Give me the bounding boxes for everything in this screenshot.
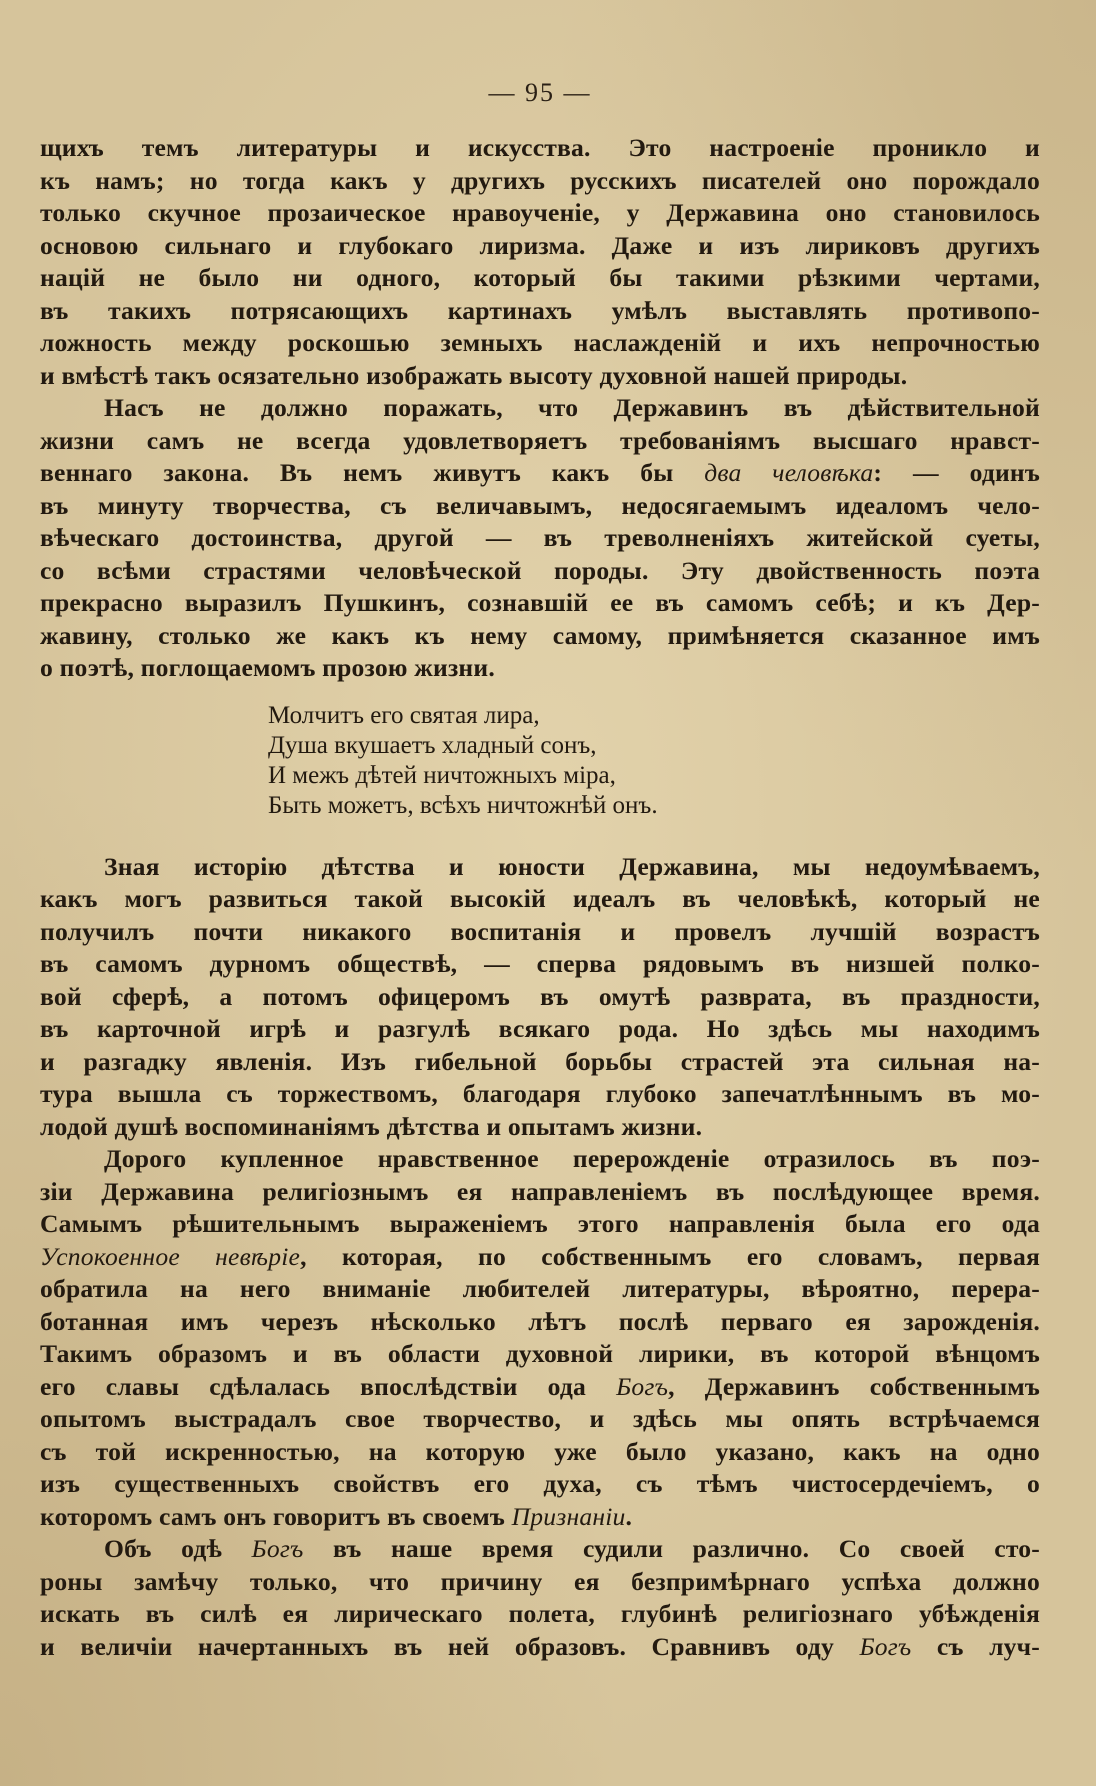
text-line: и вмѣстѣ такъ осязательно изображать высоту духовной нашей природы. — [40, 360, 908, 390]
text-line: только скучное прозаическое нравоученіе, у Державина оно становилось — [40, 198, 1040, 227]
verse-line: Молчитъ его святая лира, — [268, 701, 540, 729]
verse-line: Быть можетъ, всѣхъ ничтожнѣй онъ. — [268, 791, 658, 819]
text-line: въ минуту творчества, съ величавымъ, недосягаемымъ идеаломъ чело- — [40, 490, 1040, 520]
italic-ode-title: Богъ — [251, 1534, 304, 1563]
text-line: съ той искренностью, на которую уже было указано, какъ на одно — [40, 1436, 1040, 1466]
text-segment: веннаго закона. Въ немъ живутъ какъ бы — [40, 458, 674, 487]
text-line: ботанная имъ черезъ нѣсколько лѣтъ послѣ перваго ея зарожденія. — [40, 1306, 1040, 1336]
text-line: о поэтѣ, поглощаемомъ прозою жизни. — [40, 653, 495, 682]
verse-line: И межъ дѣтей ничтожныхъ міра, — [268, 761, 616, 789]
verse-quote — [268, 701, 1040, 821]
text-line: получилъ почти никакого воспитанія и провелъ лучшій возрастъ — [40, 916, 1040, 946]
text-line: вѣческаго достоинства, другой — въ треволненіяхъ житейской суеты, — [40, 523, 1040, 552]
paragraph-1 — [40, 132, 1040, 392]
text-segment: , Державинъ собственнымъ — [668, 1371, 1040, 1401]
text-line: какъ могъ развиться такой высокій идеалъ въ человѣкѣ, который не — [40, 884, 1040, 913]
text-line: со всѣми страстями человѣческой породы. Эту двойственность поэта — [40, 555, 1040, 585]
text-line: обратила на него вниманіе любителей литературы, вѣроятно, перера- — [40, 1274, 1040, 1303]
text-segment: , которая, по собственнымъ его словамъ, первая — [300, 1241, 1040, 1271]
italic-title: Признаніи — [511, 1501, 626, 1531]
text-line: вой сферѣ, а потомъ офицеромъ въ омутѣ разврата, въ праздности, — [40, 981, 1040, 1011]
text-line: въ такихъ потрясающихъ картинахъ умѣлъ выставлять противопо- — [40, 295, 1040, 325]
text-line-with-italic — [40, 1241, 1040, 1274]
text-line: Дорого купленное нравственное перерожденіе отразилось въ поэ- — [104, 1144, 1040, 1173]
text-line: Зная исторію дѣтства и юности Державина, мы недоумѣваемъ, — [104, 851, 1040, 881]
text-line-with-italic — [40, 1501, 1040, 1534]
text-segment: : — одинъ — [873, 458, 1040, 487]
text-line: въ карточной игрѣ и разгулѣ всякаго рода. Но здѣсь мы находимъ — [40, 1014, 1040, 1043]
italic-ode-title: Успокоенное невѣріе — [40, 1241, 301, 1271]
italic-ode-title: Богъ — [859, 1631, 912, 1661]
text-line: изъ существенныхъ свойствъ его духа, съ тѣмъ чистосердечіемъ, о — [40, 1469, 1040, 1498]
text-segment: . — [625, 1501, 633, 1531]
text-line: опытомъ выстрадалъ свое творчество, и здѣсь мы опять встрѣчаемся — [40, 1404, 1040, 1433]
paragraph-5 — [40, 1533, 1040, 1663]
page-number: — 95 — — [488, 78, 592, 107]
text-line: къ намъ; но тогда какъ у другихъ русскихъ писателей оно порождало — [40, 165, 1040, 195]
text-segment: его славы сдѣлалась впослѣдствіи ода — [40, 1371, 587, 1401]
text-line-with-italic — [40, 1371, 1040, 1404]
text-segment: и величіи начертанныхъ въ ней образовъ. Сравнивъ оду — [40, 1631, 834, 1661]
italic-ode-title: Богъ — [616, 1371, 669, 1401]
text-line: зіи Державина религіознымъ ея направленіемъ въ послѣдующее время. — [40, 1176, 1040, 1206]
text-line: въ самомъ дурномъ обществѣ, — сперва рядовымъ въ низшей полко- — [40, 949, 1040, 978]
text-line: искать въ силѣ ея лирическаго полета, глубинѣ религіознаго убѣжденія — [40, 1599, 1040, 1628]
italic-phrase: два человѣка — [704, 458, 874, 487]
text-line: роны замѣчу только, что причину ея безпримѣрнаго успѣха должно — [40, 1566, 1040, 1596]
verse-line: Душа вкушаетъ хладный сонъ, — [268, 731, 597, 759]
paragraph-2 — [40, 392, 1040, 685]
paragraph-4 — [40, 1143, 1040, 1533]
paragraph-3 — [40, 851, 1040, 1144]
text-line: лодой душѣ воспоминаніямъ дѣтства и опытамъ жизни. — [40, 1111, 703, 1141]
text-line-with-italic — [40, 1533, 1040, 1566]
text-line: Такимъ образомъ и въ области духовной лирики, въ которой вѣнцомъ — [40, 1339, 1040, 1368]
text-line: щихъ темъ литературы и искусства. Это настроеніе проникло и — [40, 133, 1040, 162]
text-line: Насъ не должно поражать, что Державинъ въ дѣйствительной — [104, 393, 1040, 422]
text-segment: Объ одѣ — [104, 1534, 223, 1563]
text-line: жавину, столько же какъ къ нему самому, примѣняется сказанное имъ — [40, 620, 1040, 650]
text-line-with-italic — [40, 457, 1040, 490]
text-line: прекрасно выразилъ Пушкинъ, сознавшій ее въ самомъ себѣ; и къ Дер- — [40, 588, 1040, 617]
text-segment: въ наше время судили различно. Со своей сто- — [303, 1534, 1040, 1563]
text-segment: съ луч- — [911, 1631, 1040, 1661]
text-line: и разгадку явленія. Изъ гибельной борьбы страстей эта сильная на- — [40, 1046, 1040, 1076]
text-line: основою сильнаго и глубокаго лиризма. Даже и изъ лириковъ другихъ — [40, 230, 1040, 260]
text-line-with-italic — [40, 1631, 1040, 1664]
text-segment: которомъ самъ онъ говоритъ въ своемъ — [40, 1501, 505, 1531]
text-line: націй не было ни одного, который бы такими рѣзкими чертами, — [40, 263, 1040, 292]
text-line: ложность между роскошью земныхъ наслажденій и ихъ непрочностью — [40, 328, 1040, 357]
text-line: Самымъ рѣшительнымъ выраженіемъ этого направленія была его ода — [40, 1209, 1040, 1238]
text-line: жизни самъ не всегда удовлетворяетъ требованіямъ высшаго нравст- — [40, 425, 1040, 455]
book-page — [40, 78, 1040, 1663]
text-line: тура вышла съ торжествомъ, благодаря глубоко запечатлѣннымъ въ мо- — [40, 1079, 1040, 1108]
